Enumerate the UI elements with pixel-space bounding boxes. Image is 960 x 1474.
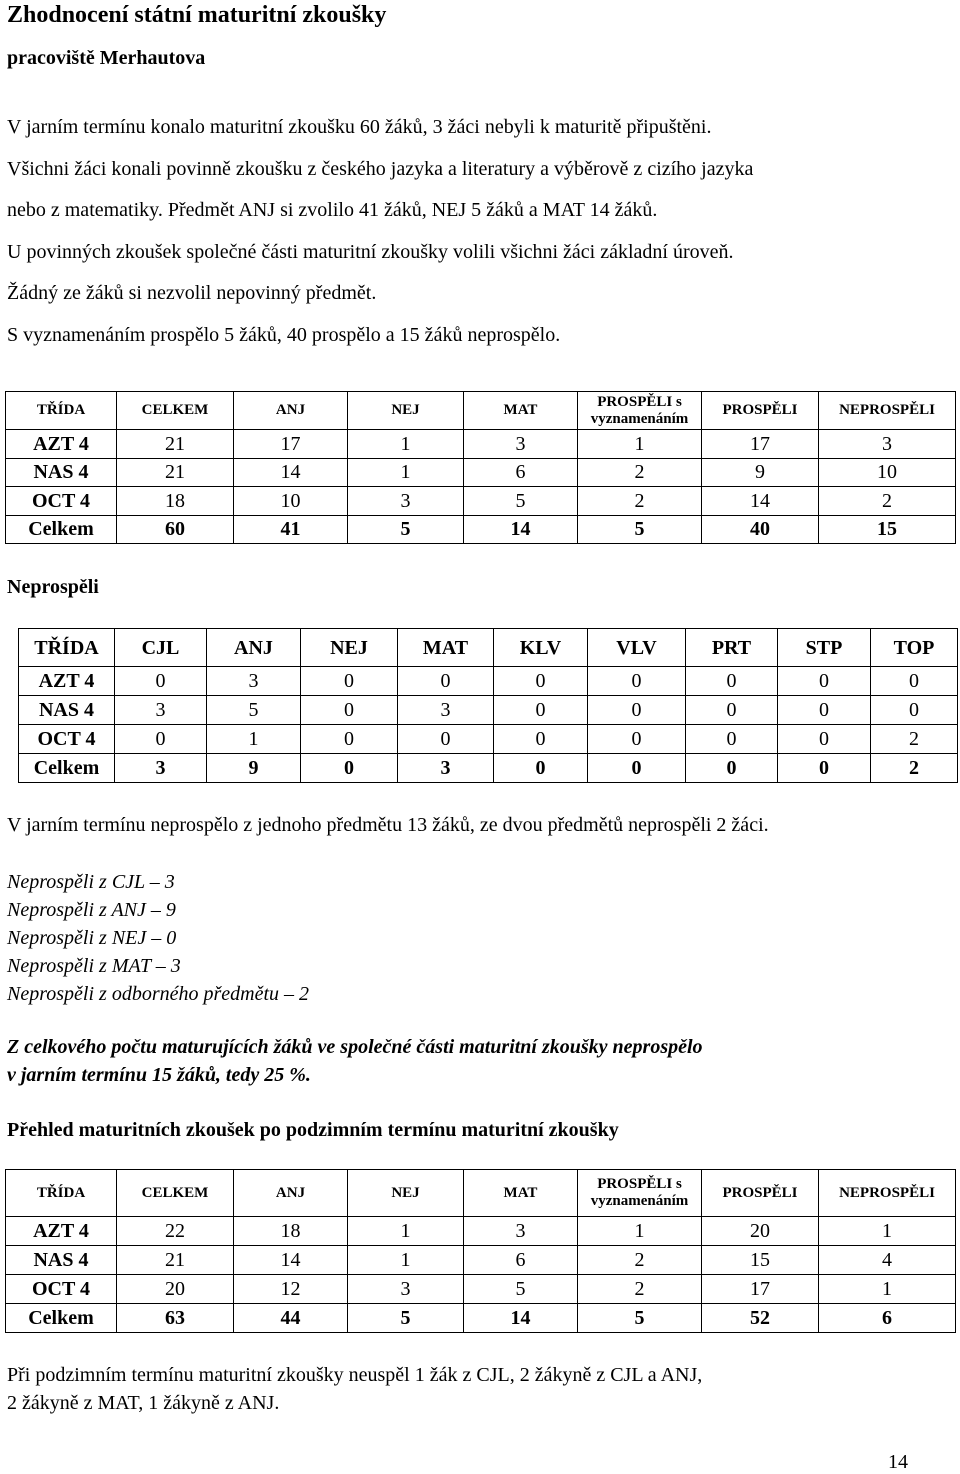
- list-item: Neprospěli z CJL – 3: [7, 871, 175, 893]
- row-label: AZT 4: [6, 430, 117, 459]
- row-label: AZT 4: [6, 1217, 117, 1246]
- table-cell: 0: [778, 696, 871, 725]
- table-cell: 0: [686, 696, 778, 725]
- closing-line: Při podzimním termínu maturitní zkoušky neuspěl 1 žák z CJL, 2 žákyně z CJL a ANJ,: [7, 1364, 703, 1386]
- table-cell: 3: [464, 430, 578, 459]
- table-row: [6, 1275, 956, 1304]
- table-cell: 17: [702, 1275, 819, 1304]
- failed-by-subject-list: [7, 868, 309, 1008]
- row-label: OCT 4: [19, 725, 115, 754]
- table-row: [6, 487, 956, 516]
- column-header: VLV: [588, 629, 686, 667]
- table-cell: 0: [686, 754, 778, 783]
- table-cell: 9: [207, 754, 301, 783]
- column-header: ANJ: [234, 1170, 348, 1217]
- table-cell: 0: [871, 696, 958, 725]
- table-total-row: [6, 515, 956, 544]
- table-cell: 1: [578, 1217, 702, 1246]
- table-header-row: [19, 629, 958, 667]
- table-cell: 1: [207, 725, 301, 754]
- table-cell: 1: [819, 1217, 956, 1246]
- table-total-row: [19, 754, 958, 783]
- column-header: PROSPĚLI s vyznamenáním: [578, 1170, 702, 1217]
- column-header: ANJ: [207, 629, 301, 667]
- table-cell: 1: [348, 1217, 464, 1246]
- table-header-row: [6, 1170, 956, 1217]
- row-label: Celkem: [19, 754, 115, 783]
- table-cell: 5: [464, 487, 578, 516]
- table-row: [6, 458, 956, 487]
- table-cell: 2: [819, 487, 956, 516]
- column-header: PROSPĚLI: [702, 392, 819, 430]
- closing-paragraph: [7, 1361, 702, 1417]
- table-row: [19, 667, 958, 696]
- table-cell: 14: [464, 515, 578, 544]
- table-cell: 15: [819, 515, 956, 544]
- column-header: KLV: [494, 629, 588, 667]
- table-cell: 0: [588, 696, 686, 725]
- table-cell: 3: [398, 754, 494, 783]
- table-cell: 44: [234, 1304, 348, 1333]
- table-cell: 5: [348, 1304, 464, 1333]
- table-cell: 6: [464, 1246, 578, 1275]
- column-header: MAT: [464, 1170, 578, 1217]
- table-cell: 5: [348, 515, 464, 544]
- table-cell: 0: [494, 754, 588, 783]
- page-title: Zhodnocení státní maturitní zkoušky: [7, 2, 387, 28]
- table-cell: 1: [578, 430, 702, 459]
- table-cell: 0: [494, 696, 588, 725]
- table-row: [6, 430, 956, 459]
- table-cell: 0: [301, 696, 398, 725]
- spring-results-table: [5, 391, 956, 544]
- table-cell: 6: [819, 1304, 956, 1333]
- column-header: TOP: [871, 629, 958, 667]
- summary-line: V jarním termínu neprospělo z jednoho předmětu 13 žáků, ze dvou předmětů neprospěli 2 žáci.: [7, 814, 769, 836]
- table-cell: 2: [871, 754, 958, 783]
- table-cell: 14: [234, 1246, 348, 1275]
- conclusion-line: v jarním termínu 15 žáků, tedy 25 %.: [7, 1064, 311, 1086]
- column-header: STP: [778, 629, 871, 667]
- intro-line: V jarním termínu konalo maturitní zkoušku 60 žáků, 3 žáci nebyli k maturitě připuštěni.: [7, 116, 712, 138]
- table-total-row: [6, 1304, 956, 1333]
- table-cell: 0: [398, 725, 494, 754]
- table-cell: 41: [234, 515, 348, 544]
- table-cell: 1: [348, 430, 464, 459]
- column-header: NEJ: [301, 629, 398, 667]
- table-cell: 2: [871, 725, 958, 754]
- table-cell: 0: [588, 667, 686, 696]
- table-cell: 15: [702, 1246, 819, 1275]
- intro-line: Všichni žáci konali povinně zkoušku z českého jazyka a literatury a výběrově z cizího jazyka: [7, 157, 754, 180]
- list-item: Neprospěli z MAT – 3: [7, 955, 181, 977]
- table-cell: 21: [117, 1246, 234, 1275]
- row-label: NAS 4: [19, 696, 115, 725]
- column-header: CELKEM: [117, 392, 234, 430]
- column-header: NEJ: [348, 1170, 464, 1217]
- row-label: NAS 4: [6, 1246, 117, 1275]
- column-header: PROSPĚLI: [702, 1170, 819, 1217]
- table-cell: 9: [702, 458, 819, 487]
- table-cell: 40: [702, 515, 819, 544]
- table-cell: 3: [464, 1217, 578, 1246]
- table-cell: 0: [686, 667, 778, 696]
- table-cell: 10: [234, 487, 348, 516]
- table-cell: 12: [234, 1275, 348, 1304]
- section-heading-neprospeli: Neprospěli: [7, 576, 99, 598]
- conclusion-line: Z celkového počtu maturujících žáků ve společné části maturitní zkoušky neprospělo: [7, 1036, 703, 1058]
- row-label: Celkem: [6, 515, 117, 544]
- page-subtitle: pracoviště Merhautova: [7, 47, 206, 69]
- table-cell: 52: [702, 1304, 819, 1333]
- table-cell: 3: [398, 696, 494, 725]
- row-label: OCT 4: [6, 487, 117, 516]
- table-row: [6, 1217, 956, 1246]
- table-cell: 0: [494, 725, 588, 754]
- table-cell: 0: [686, 725, 778, 754]
- table-cell: 14: [702, 487, 819, 516]
- column-header: TŘÍDA: [6, 392, 117, 430]
- table-cell: 3: [348, 1275, 464, 1304]
- column-header: ANJ: [234, 392, 348, 430]
- table-cell: 14: [464, 1304, 578, 1333]
- intro-paragraph: [7, 107, 925, 356]
- table-cell: 21: [117, 430, 234, 459]
- intro-line: S vyznamenáním prospělo 5 žáků, 40 prospělo a 15 žáků neprospělo.: [7, 323, 561, 346]
- failed-by-subject-table: [18, 628, 958, 783]
- table-cell: 3: [115, 754, 207, 783]
- column-header: NEJ: [348, 392, 464, 430]
- row-label: AZT 4: [19, 667, 115, 696]
- autumn-results-table: [5, 1169, 956, 1333]
- intro-line: U povinných zkoušek společné části maturitní zkoušky volili všichni žáci základní úroveň.: [7, 240, 734, 263]
- table-cell: 0: [871, 667, 958, 696]
- row-label: Celkem: [6, 1304, 117, 1333]
- column-header: NEPROSPĚLI: [819, 392, 956, 430]
- intro-line: nebo z matematiky. Předmět ANJ si zvolilo 41 žáků, NEJ 5 žáků a MAT 14 žáků.: [7, 199, 658, 221]
- table-cell: 0: [588, 725, 686, 754]
- closing-line: 2 žákyně z MAT, 1 žákyně z ANJ.: [7, 1392, 280, 1414]
- row-label: NAS 4: [6, 458, 117, 487]
- table-cell: 2: [578, 458, 702, 487]
- list-item: Neprospěli z odborného předmětu – 2: [7, 983, 310, 1005]
- table-cell: 63: [117, 1304, 234, 1333]
- table-cell: 0: [301, 754, 398, 783]
- table-cell: 5: [207, 696, 301, 725]
- table-cell: 0: [301, 667, 398, 696]
- table-cell: 21: [117, 458, 234, 487]
- table-cell: 17: [234, 430, 348, 459]
- column-header: MAT: [464, 392, 578, 430]
- table-header-row: [6, 392, 956, 430]
- table-cell: 22: [117, 1217, 234, 1246]
- table-cell: 0: [115, 725, 207, 754]
- list-item: Neprospěli z ANJ – 9: [7, 899, 176, 921]
- column-header: CJL: [115, 629, 207, 667]
- table-cell: 10: [819, 458, 956, 487]
- table-cell: 3: [819, 430, 956, 459]
- table-cell: 3: [348, 487, 464, 516]
- row-label: OCT 4: [6, 1275, 117, 1304]
- table-cell: 2: [578, 487, 702, 516]
- table-cell: 1: [819, 1275, 956, 1304]
- intro-line: Žádný ze žáků si nezvolil nepovinný předmět.: [7, 282, 377, 304]
- table-cell: 20: [117, 1275, 234, 1304]
- column-header: PRT: [686, 629, 778, 667]
- list-item: Neprospěli z NEJ – 0: [7, 927, 177, 949]
- table-cell: 0: [588, 754, 686, 783]
- table-cell: 5: [464, 1275, 578, 1304]
- page-number: 14: [888, 1451, 908, 1473]
- table-cell: 5: [578, 1304, 702, 1333]
- table-cell: 0: [115, 667, 207, 696]
- table-cell: 0: [778, 754, 871, 783]
- column-header: MAT: [398, 629, 494, 667]
- table-cell: 3: [115, 696, 207, 725]
- table-cell: 3: [207, 667, 301, 696]
- table-cell: 0: [778, 667, 871, 696]
- section-heading-autumn: Přehled maturitních zkoušek po podzimním termínu maturitní zkoušky: [7, 1119, 619, 1141]
- column-header: CELKEM: [117, 1170, 234, 1217]
- table-cell: 0: [494, 667, 588, 696]
- table-cell: 0: [301, 725, 398, 754]
- table-cell: 1: [348, 1246, 464, 1275]
- column-header: TŘÍDA: [19, 629, 115, 667]
- column-header: NEPROSPĚLI: [819, 1170, 956, 1217]
- column-header: PROSPĚLI s vyznamenáním: [578, 392, 702, 430]
- table-cell: 14: [234, 458, 348, 487]
- table-cell: 2: [578, 1246, 702, 1275]
- table-cell: 18: [117, 487, 234, 516]
- table-cell: 4: [819, 1246, 956, 1275]
- conclusion-paragraph: [7, 1033, 703, 1089]
- table-cell: 5: [578, 515, 702, 544]
- table-cell: 0: [398, 667, 494, 696]
- table-row: [19, 725, 958, 754]
- table-cell: 0: [778, 725, 871, 754]
- table-cell: 20: [702, 1217, 819, 1246]
- table-row: [19, 696, 958, 725]
- table-cell: 2: [578, 1275, 702, 1304]
- table-cell: 6: [464, 458, 578, 487]
- column-header: TŘÍDA: [6, 1170, 117, 1217]
- table-cell: 60: [117, 515, 234, 544]
- table-row: [6, 1246, 956, 1275]
- table-cell: 1: [348, 458, 464, 487]
- table-cell: 18: [234, 1217, 348, 1246]
- table-cell: 17: [702, 430, 819, 459]
